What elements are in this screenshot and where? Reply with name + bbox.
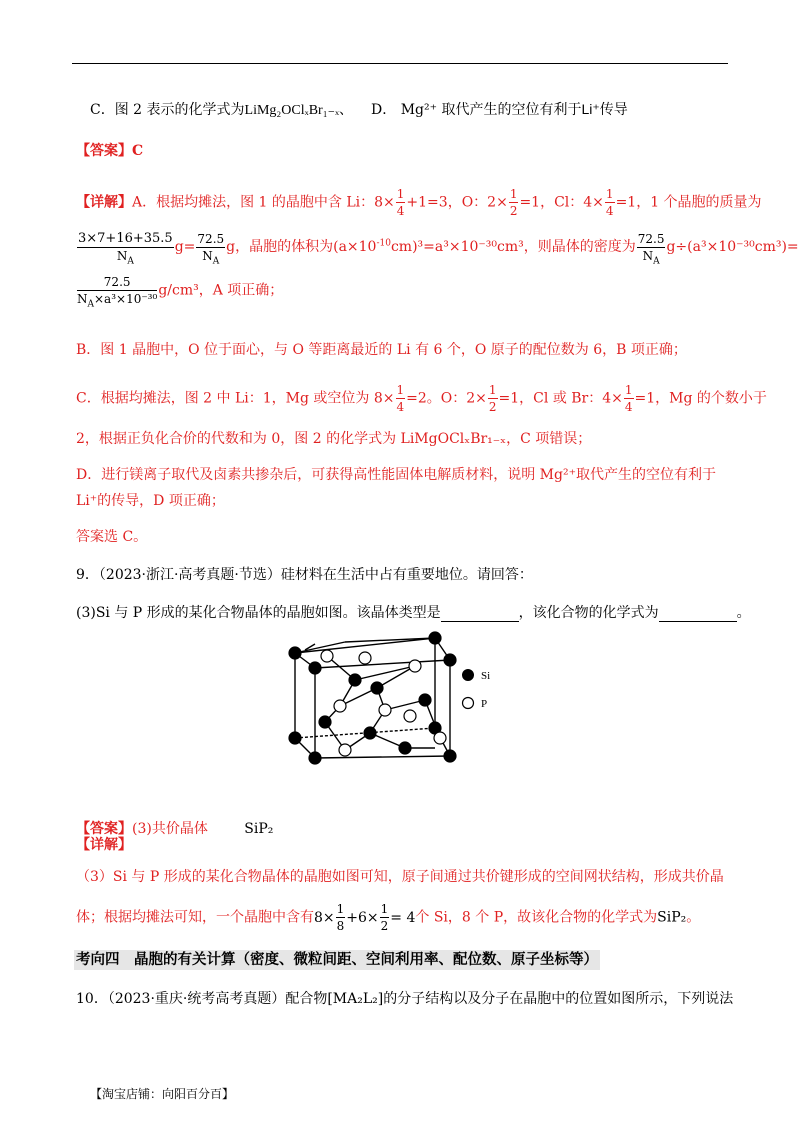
detail-1-line-b: B．图 1 晶胞中，O 位于面心，与 O 等距离最近的 Li 有 6 个，O 原子的配位数为 6，B 项正确； [76,342,687,358]
answer-2-formula: SiP₂ [244,821,274,837]
count-expression: 8× $\frac{1}{8}$ +6× $\frac{1}{2}$ = 4 [314,902,416,933]
detail-2-label: 【详解】 [76,837,132,853]
legend-p-label: P [481,698,488,710]
density-result-fraction: $\frac{72.5}{N_A\times a^3\times 10^{-30}}$ [77,275,158,310]
detail-1-line-a [76,188,762,217]
option-d-end: 传导 [599,102,628,118]
mass-eq: g= [174,239,196,255]
answer-label: 【答案】 [76,143,132,159]
separator: 、 [339,102,354,118]
detail-1-density-line [76,275,284,310]
si-p-unit-cell-figure [285,628,525,770]
detail-a-part4: =1，1 个晶胞的质量为 [615,194,762,211]
detail-2-text-b: 个 Si，8 个 P，故该化合物的化学式为 [415,909,658,926]
detail-1-line-d1: D．进行镁离子取代及卤素共掺杂后，可获得高性能固体电解质材料，说明 Mg²⁺取代产生的空位有利于 [76,467,716,483]
question-9-part3 [76,604,751,622]
legend-si-label: Si [481,670,491,682]
section-heading: 考向四 晶胞的有关计算（密度、微粒间距、空间利用率、配位数、原子坐标等） [76,951,598,968]
detail-2-line-1: （3）Si 与 P 形成的某化合物晶体的晶胞如图可知，原子间通过共价键形成的空间网状结构，形成共价晶 [76,869,724,885]
answer-2-label: 【答案】 [76,821,132,837]
answer-blank-2[interactable] [659,607,737,622]
answer-1 [76,142,143,160]
detail-a-part2: +1=3，O：2× [406,194,508,211]
q9-end: 。 [736,605,751,621]
fraction-1-4-b: $\frac{1}{4}$ [605,187,614,218]
option-d-label: D． [371,102,397,118]
detail-1-line-c [76,384,767,413]
detail-2-text-a: 体；根据均摊法可知，一个晶胞中含有 [76,909,314,926]
density-div: g÷(a³×10⁻³⁰cm³)= [666,239,799,255]
volume-rest: cm)³=a³×10⁻³⁰cm³，则晶体的密度为 [390,239,636,255]
detail-label: 【详解】 [76,194,132,211]
detail-2-line-2 [76,903,700,932]
fraction-1-4: $\frac{1}{4}$ [396,187,405,218]
question-10: 10．（2023·重庆·统考高考真题）配合物[MA₂L₂]的分子结构以及分子在晶胞中的位置如图所示，下列说法 [76,991,734,1007]
detail-2-formula: SiP₂ [657,909,687,926]
detail-1-final: 答案选 C。 [76,529,148,545]
answer-2-value: (3)共价晶体 [132,821,208,837]
q9-text: (3)Si 与 P 形成的某化合物晶体的晶胞如图。该晶体类型是 [76,605,441,621]
fraction-1-4-c: $\frac{1}{4}$ [396,383,405,414]
c-part3: =1，Cl 或 Br：4× [498,390,623,407]
legend-si-marker [463,670,474,681]
detail-1-line-d2: Li⁺的传导，D 项正确； [76,493,225,509]
option-c-text: C．图 2 表示的化学式为 [90,102,245,118]
option-c-formula: LiMg₂OClₓBr₁₋ₓ [244,103,340,118]
answer-blank-1[interactable] [441,607,519,622]
volume-text: g，晶胞的体积为(a×10 [226,239,377,255]
fraction-1-2-c: $\frac{1}{2}$ [488,383,497,414]
option-d-ion2: Li⁺ [581,101,600,117]
density-fraction: $\frac{72.5}{N_A}$ [637,231,665,266]
header-rule [72,63,728,64]
option-d-ion: Mg²⁺ [400,102,438,118]
footer-shop: 【淘宝店铺：向阳百分百】 [90,1087,235,1101]
c-part2: =2。O：2× [406,390,487,407]
density-unit: g/cm³，A 项正确； [158,282,284,299]
option-c-d-line [90,100,628,120]
mass-fraction-2: $\frac{72.5}{N_A}$ [197,231,225,266]
mass-fraction: $\frac{3\times 7+16+35.5}{N_A}$ [78,231,173,267]
detail-1-mass-line: $\frac{3\times 7+16+35.5}{N_A}$ g= $\frac{72.5}{N_A}$ g，晶胞的体积为$(a\times 10^{-10}cm)^3=a^3\times 10^{-30}cm^3$，则晶体的密度为 $\frac{72.5}{N_A}$ g÷(a³×10⁻³⁰cm³)= [78,231,799,267]
c-part1: C．根据均摊法，图 2 中 Li：1，Mg 或空位为 8× [76,390,395,407]
question-9-head: 9．（2023·浙江·高考真题·节选）硅材料在生活中占有重要地位。请回答： [76,567,533,583]
option-d-text: 取代产生的空位有利于 [441,102,582,118]
detail-a-part1: A．根据均摊法，图 1 的晶胞中含 Li：8× [132,194,395,211]
legend-p-marker [463,698,474,709]
fraction-1-2: $\frac{1}{2}$ [509,187,518,218]
detail-1-line-c2: 2，根据正负化合价的代数和为 0，图 2 的化学式为 LiMgOClₓBr₁₋ₓ，C 项错误； [76,431,592,447]
answer-value: C [132,143,144,159]
c-part4: =1，Mg 的个数小于 [634,390,767,407]
q9-mid: ，该化合物的化学式为 [518,605,659,621]
fraction-1-4-d: $\frac{1}{4}$ [624,383,633,414]
detail-a-part3: =1，Cl：4× [519,194,604,211]
detail-2-end: 。 [686,909,701,926]
